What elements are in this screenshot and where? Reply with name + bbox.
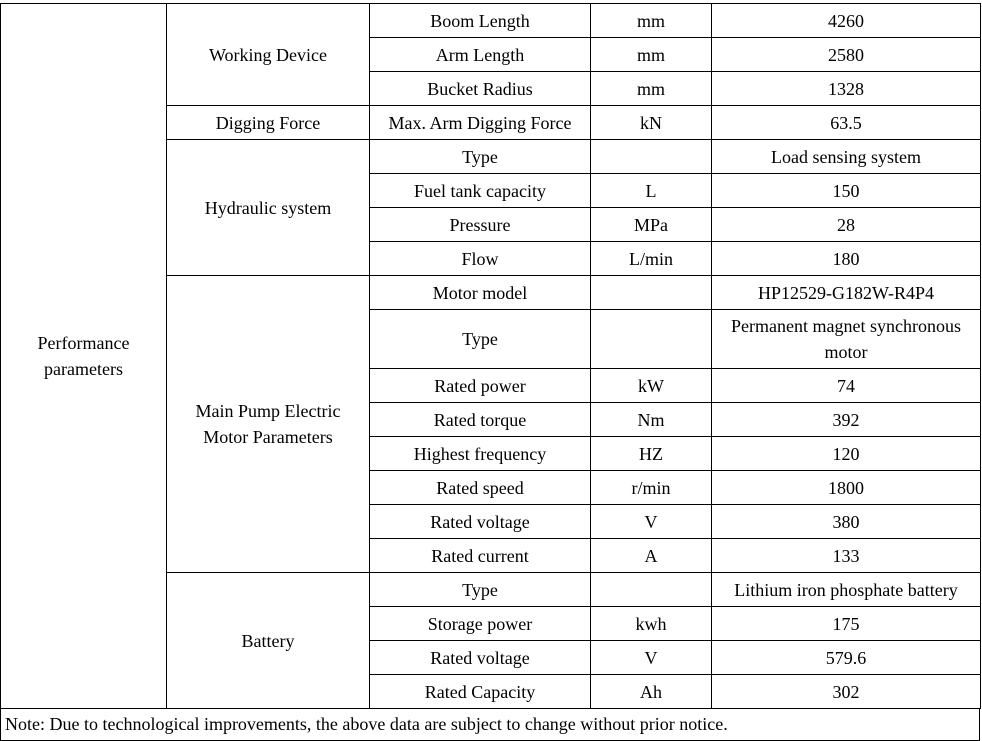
item-unit: mm bbox=[591, 4, 712, 38]
item-name: Rated power bbox=[370, 369, 591, 403]
item-unit: mm bbox=[591, 38, 712, 72]
group-label-working-device: Working Device bbox=[167, 4, 370, 106]
item-value: 392 bbox=[712, 403, 981, 437]
item-name: Rated voltage bbox=[370, 641, 591, 675]
item-name: Motor model bbox=[370, 276, 591, 310]
item-name: Storage power bbox=[370, 607, 591, 641]
item-unit: kN bbox=[591, 106, 712, 140]
item-unit: mm bbox=[591, 72, 712, 106]
item-unit: V bbox=[591, 641, 712, 675]
item-unit bbox=[591, 573, 712, 607]
item-value: 74 bbox=[712, 369, 981, 403]
item-unit: L/min bbox=[591, 242, 712, 276]
item-name: Bucket Radius bbox=[370, 72, 591, 106]
item-name: Rated Capacity bbox=[370, 675, 591, 709]
item-value: 133 bbox=[712, 539, 981, 573]
spec-table bbox=[0, 3, 981, 709]
item-value: 150 bbox=[712, 174, 981, 208]
item-unit bbox=[591, 276, 712, 310]
item-value: 1800 bbox=[712, 471, 981, 505]
table-row bbox=[1, 4, 981, 38]
item-value: Lithium iron phosphate battery bbox=[712, 573, 981, 607]
item-unit: V bbox=[591, 505, 712, 539]
item-name: Pressure bbox=[370, 208, 591, 242]
group-label-hydraulic: Hydraulic system bbox=[167, 140, 370, 276]
item-value: Load sensing system bbox=[712, 140, 981, 174]
item-value: Permanent magnet synchronous motor bbox=[712, 310, 981, 369]
section-label: Performance parameters bbox=[1, 4, 167, 709]
item-value: HP12529-G182W-R4P4 bbox=[712, 276, 981, 310]
item-unit: MPa bbox=[591, 208, 712, 242]
item-name: Highest frequency bbox=[370, 437, 591, 471]
item-unit bbox=[591, 140, 712, 174]
item-name: Boom Length bbox=[370, 4, 591, 38]
item-value: 180 bbox=[712, 242, 981, 276]
item-value: 579.6 bbox=[712, 641, 981, 675]
item-unit: kW bbox=[591, 369, 712, 403]
item-value: 2580 bbox=[712, 38, 981, 72]
item-value: 28 bbox=[712, 208, 981, 242]
item-name: Type bbox=[370, 573, 591, 607]
item-name: Rated speed bbox=[370, 471, 591, 505]
item-value: 380 bbox=[712, 505, 981, 539]
item-value: 1328 bbox=[712, 72, 981, 106]
item-name: Max. Arm Digging Force bbox=[370, 106, 591, 140]
item-value: 302 bbox=[712, 675, 981, 709]
item-name: Rated torque bbox=[370, 403, 591, 437]
item-name: Type bbox=[370, 310, 591, 369]
item-unit: A bbox=[591, 539, 712, 573]
item-unit bbox=[591, 310, 712, 369]
item-name: Fuel tank capacity bbox=[370, 174, 591, 208]
item-name: Rated current bbox=[370, 539, 591, 573]
group-label-battery: Battery bbox=[167, 573, 370, 709]
item-value: 63.5 bbox=[712, 106, 981, 140]
item-name: Arm Length bbox=[370, 38, 591, 72]
item-value: 120 bbox=[712, 437, 981, 471]
item-value: 4260 bbox=[712, 4, 981, 38]
item-unit: r/min bbox=[591, 471, 712, 505]
disclaimer-note: Note: Due to technological improvements, the above data are subject to change without prior notice. bbox=[0, 708, 980, 741]
item-name: Flow bbox=[370, 242, 591, 276]
item-name: Type bbox=[370, 140, 591, 174]
item-unit: Ah bbox=[591, 675, 712, 709]
group-label-digging-force: Digging Force bbox=[167, 106, 370, 140]
item-name: Rated voltage bbox=[370, 505, 591, 539]
item-unit: HZ bbox=[591, 437, 712, 471]
item-unit: L bbox=[591, 174, 712, 208]
item-unit: kwh bbox=[591, 607, 712, 641]
group-label-motor: Main Pump Electric Motor Parameters bbox=[167, 276, 370, 573]
item-unit: Nm bbox=[591, 403, 712, 437]
item-value: 175 bbox=[712, 607, 981, 641]
